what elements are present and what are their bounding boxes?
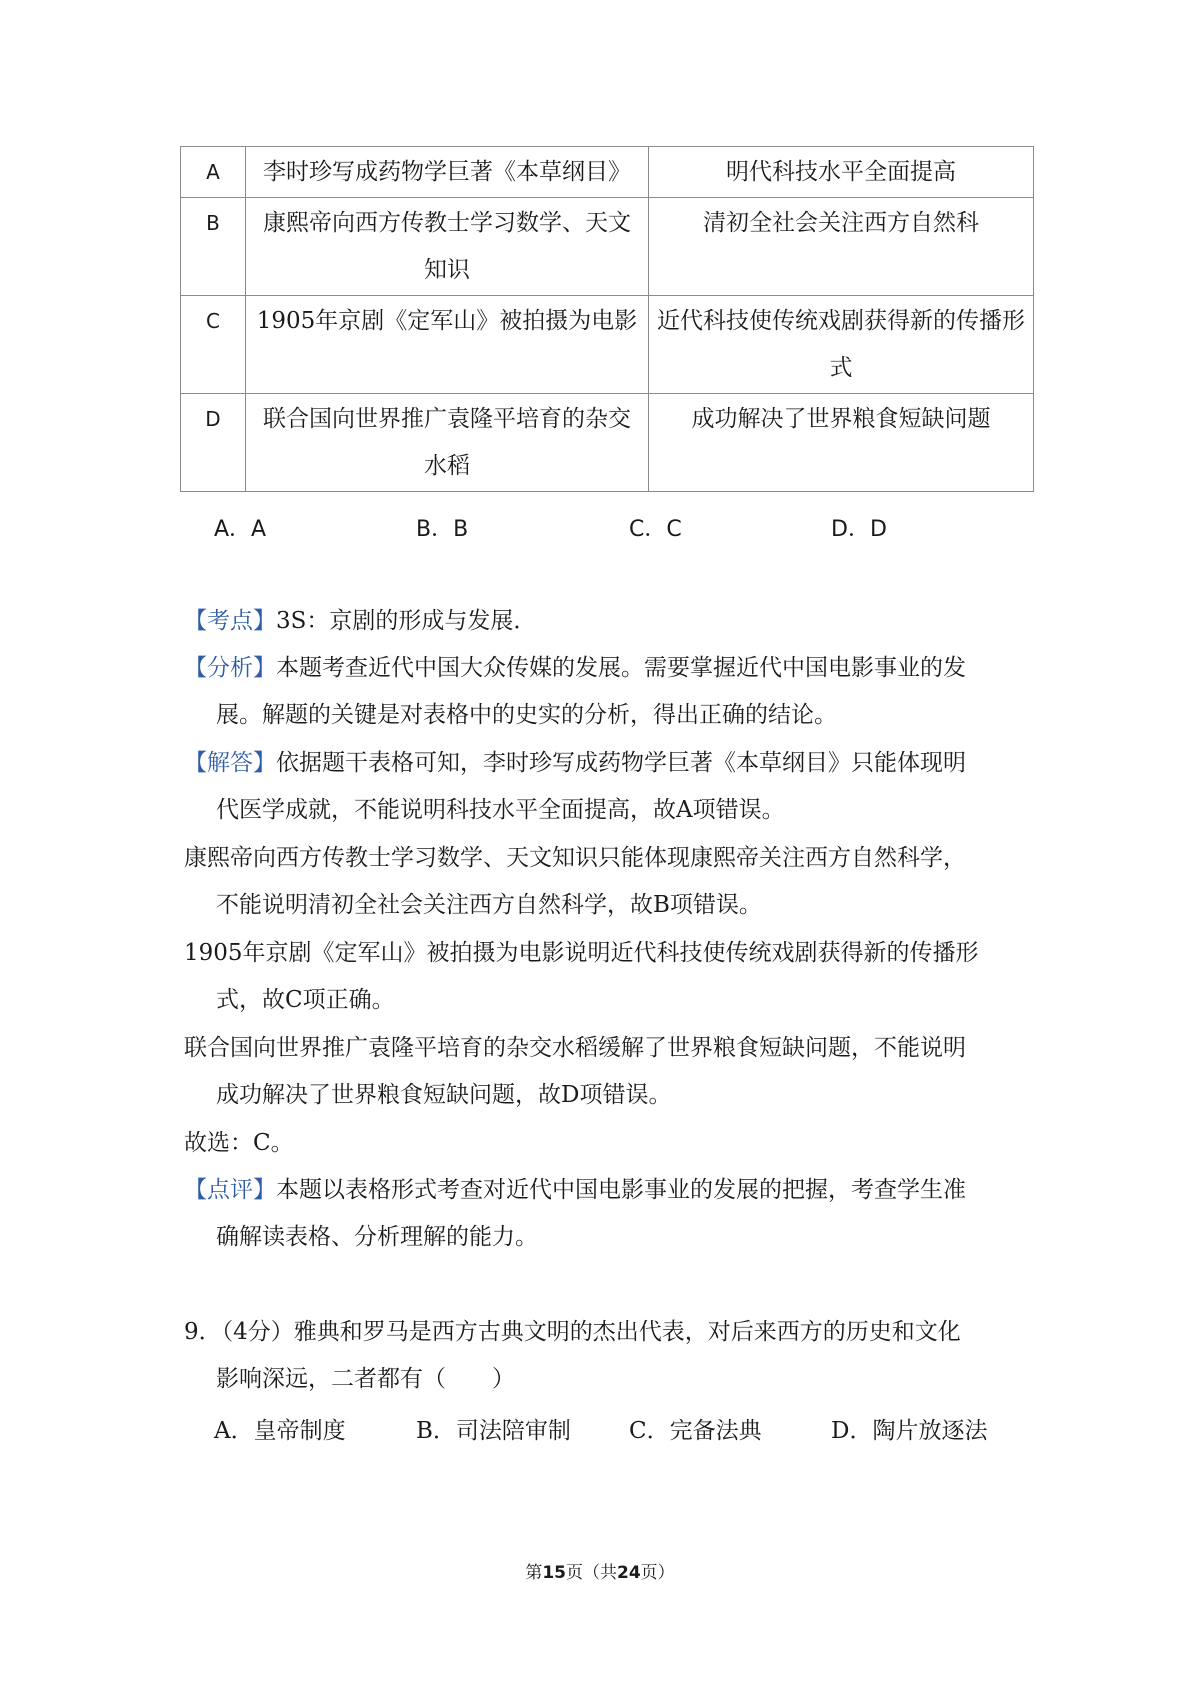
fenxi-line: 本题考查近代中国大众传媒的发展。需要掌握近代中国电影事业的发: [276, 655, 966, 681]
footer-page-number: 15: [542, 1563, 566, 1583]
q9-stem-line: 9．（4分）雅典和罗马是西方古典文明的杰出代表，对后来西方的历史和文化: [184, 1319, 961, 1345]
jieda-d-line: 成功解决了世界粮食短缺问题，故D项错误。: [216, 1082, 672, 1108]
dianping-tag: 【点评】: [184, 1177, 276, 1203]
fenxi-paragraph: [184, 645, 1032, 739]
q8-option-a: A．A: [214, 517, 267, 542]
row-letter: B: [181, 198, 246, 296]
fenxi-line: 展。解题的关键是对表格中的史实的分析，得出正确的结论。: [216, 702, 837, 728]
table-row: [181, 296, 1034, 394]
footer-pre: 第: [525, 1563, 543, 1583]
jieda-paragraph: [184, 740, 1032, 834]
jieda-c-paragraph: [184, 930, 1032, 1024]
footer-total-pages: 24: [617, 1563, 641, 1583]
dianping-line: 本题以表格形式考查对近代中国电影事业的发展的把握，考查学生准: [276, 1177, 966, 1203]
row-event: 李时珍写成药物学巨著《本草纲目》: [246, 147, 649, 198]
jieda-d-paragraph: [184, 1025, 1032, 1119]
q9-option-a: A．皇帝制度: [214, 1418, 346, 1444]
jieda-c-line: 1905年京剧《定军山》被拍摄为电影说明近代科技使传统戏剧获得新的传播形: [184, 940, 979, 966]
row-event: 联合国向世界推广袁隆平培育的杂交水稻: [246, 394, 649, 492]
dianping-line: 确解读表格、分析理解的能力。: [216, 1224, 538, 1250]
q9-option-b: B．司法陪审制: [416, 1418, 571, 1444]
question-table: [180, 146, 1034, 492]
fenxi-tag: 【分析】: [184, 655, 276, 681]
jieda-line: 代医学成就，不能说明科技水平全面提高，故A项错误。: [216, 797, 785, 823]
q9-option-c: C．完备法典: [629, 1418, 762, 1444]
question-9: [184, 1309, 1032, 1403]
jieda-c-line: 式，故C项正确。: [216, 987, 395, 1013]
q9-option-d: D．陶片放逐法: [831, 1418, 988, 1444]
kaodian-tag: 【考点】: [184, 608, 276, 634]
row-letter: D: [181, 394, 246, 492]
row-conclusion: 近代科技使传统戏剧获得新的传播形式: [649, 296, 1034, 394]
q8-option-d: D．D: [831, 517, 887, 542]
q8-options: [0, 512, 1200, 542]
jieda-b-line: 不能说明清初全社会关注西方自然科学，故B项错误。: [216, 892, 762, 918]
jieda-b-paragraph: [184, 835, 1032, 929]
kaodian-text: 3S：京剧的形成与发展．: [276, 608, 537, 634]
dianping-paragraph: [184, 1167, 1032, 1261]
jieda-tag: 【解答】: [184, 750, 276, 776]
jieda-b-line: 康熙帝向西方传教士学习数学、天文知识只能体现康熙帝关注西方自然科学，: [184, 845, 966, 871]
footer-post: 页）: [640, 1563, 675, 1583]
kaodian-paragraph: [184, 598, 1032, 645]
jieda-d-line: 联合国向世界推广袁隆平培育的杂交水稻缓解了世界粮食短缺问题，不能说明: [184, 1035, 966, 1061]
q9-options: [0, 1412, 1200, 1444]
answer-line: 故选：C。: [184, 1130, 294, 1156]
table-row: [181, 147, 1034, 198]
row-letter: A: [181, 147, 246, 198]
row-conclusion: 明代科技水平全面提高: [649, 147, 1034, 198]
row-letter: C: [181, 296, 246, 394]
q8-option-b: B．B: [416, 517, 469, 542]
table-row: [181, 394, 1034, 492]
q8-option-c: C．C: [629, 517, 682, 542]
q9-stem-line: 影响深远，二者都有（ ）: [216, 1366, 515, 1392]
table-row: [181, 198, 1034, 296]
jieda-line: 依据题干表格可知，李时珍写成药物学巨著《本草纲目》只能体现明: [276, 750, 966, 776]
row-event: 1905年京剧《定军山》被拍摄为电影: [246, 296, 649, 394]
row-event: 康熙帝向西方传教士学习数学、天文知识: [246, 198, 649, 296]
row-conclusion: 清初全社会关注西方自然科: [649, 198, 1034, 296]
footer-mid: 页（共: [566, 1563, 617, 1583]
row-conclusion: 成功解决了世界粮食短缺问题: [649, 394, 1034, 492]
page-footer: [0, 1558, 1200, 1583]
